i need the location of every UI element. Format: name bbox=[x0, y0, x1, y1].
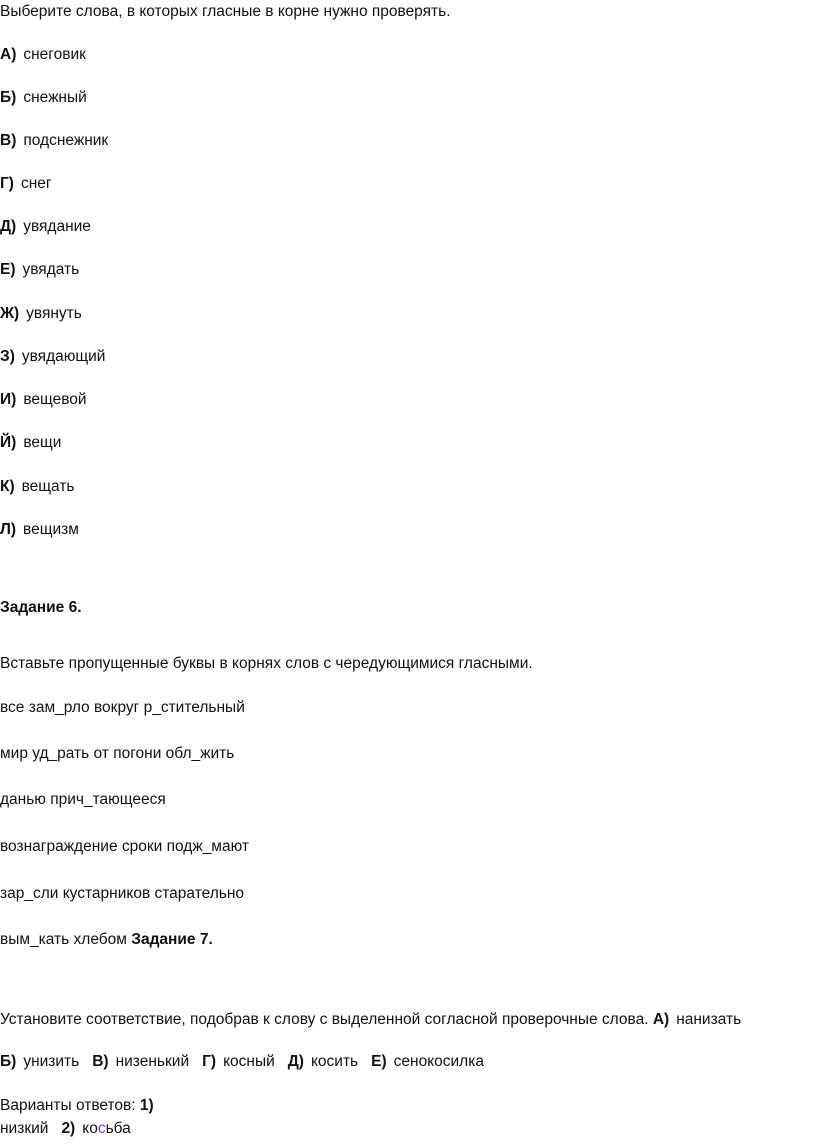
option-letter: З) bbox=[0, 348, 15, 365]
option-word: подснежник bbox=[23, 132, 109, 149]
option-g bbox=[0, 174, 52, 194]
task6-line: данью прич_тающееся bbox=[0, 791, 166, 808]
answers-label: Варианты ответов: bbox=[0, 1097, 136, 1114]
option-letter: Л) bbox=[0, 521, 17, 538]
option-word: увядание bbox=[23, 218, 91, 235]
option-word: увянуть bbox=[26, 305, 82, 322]
option-i bbox=[0, 390, 87, 410]
item-letter: Г) bbox=[202, 1053, 217, 1070]
option-letter: Д) bbox=[0, 218, 17, 235]
highlighted-letter: с bbox=[97, 1120, 106, 1137]
option-letter: В) bbox=[0, 132, 17, 149]
item-letter: Д) bbox=[287, 1053, 304, 1070]
task7-title: Задание 7. bbox=[131, 931, 213, 948]
task6-line: мир уд_рать от погони обл_жить bbox=[0, 745, 235, 762]
option-letter: Ж) bbox=[0, 305, 20, 322]
option-b bbox=[0, 88, 87, 108]
option-word: снеговик bbox=[23, 46, 86, 63]
item-word: унизить bbox=[23, 1053, 80, 1070]
task6-line: все зам_рло вокруг р_стительный bbox=[0, 699, 245, 716]
item-letter: В) bbox=[92, 1053, 109, 1070]
item-word: сенокосилка bbox=[393, 1053, 484, 1070]
item-word: косный bbox=[223, 1053, 275, 1070]
option-d bbox=[0, 217, 91, 237]
answers-row bbox=[0, 1119, 131, 1139]
task6-instruction: Вставьте пропущенные буквы в корнях слов с чередующимися гласными. bbox=[0, 655, 533, 672]
option-y bbox=[0, 433, 61, 453]
option-a bbox=[0, 45, 86, 65]
option-l bbox=[0, 520, 79, 540]
answer-num: 2) bbox=[61, 1120, 76, 1137]
answer-word: низкий bbox=[0, 1120, 49, 1137]
option-z bbox=[0, 347, 105, 367]
answer-num: 1) bbox=[139, 1097, 154, 1114]
option-letter: Й) bbox=[0, 434, 17, 451]
option-letter: Е) bbox=[0, 261, 16, 278]
item-word: низенький bbox=[115, 1053, 190, 1070]
answers-label-row bbox=[0, 1096, 154, 1116]
option-zh bbox=[0, 304, 82, 324]
option-word: вещевой bbox=[23, 391, 87, 408]
option-letter: Б) bbox=[0, 89, 17, 106]
option-k bbox=[0, 477, 75, 497]
option-word: снежный bbox=[23, 89, 87, 106]
task7-items-row bbox=[0, 1052, 484, 1072]
item-letter: А) bbox=[652, 1011, 670, 1028]
option-word: увядающий bbox=[21, 348, 106, 365]
option-word: увядать bbox=[22, 261, 80, 278]
option-letter: К) bbox=[0, 478, 15, 495]
item-word: нанизать bbox=[676, 1011, 742, 1028]
option-letter: Г) bbox=[0, 175, 14, 192]
option-word: снег bbox=[20, 175, 52, 192]
item-word: косить bbox=[310, 1053, 359, 1070]
task7-instruction: Установите соответствие, подобрав к слову с выделенной согласной проверочные слова. А) нанизать bbox=[0, 1011, 742, 1028]
answer-word: косьба bbox=[82, 1120, 131, 1137]
item-letter: Е) bbox=[371, 1053, 387, 1070]
task6-line: вым_кать хлебом Задание 7. bbox=[0, 931, 213, 948]
option-letter: А) bbox=[0, 46, 17, 63]
option-v bbox=[0, 131, 108, 151]
option-letter: И) bbox=[0, 391, 17, 408]
option-word: вещизм bbox=[23, 521, 79, 538]
option-e bbox=[0, 260, 79, 280]
task6-line: вознаграждение сроки подж_мают bbox=[0, 838, 249, 855]
task6-line: зар_сли кустарников старательно bbox=[0, 885, 245, 902]
option-word: вещать bbox=[21, 478, 75, 495]
task6-title: Задание 6. bbox=[0, 599, 82, 616]
intro-question: Выберите слова, в которых гласные в корне нужно проверять. bbox=[0, 3, 451, 20]
option-word: вещи bbox=[23, 434, 62, 451]
item-letter: Б) bbox=[0, 1053, 17, 1070]
